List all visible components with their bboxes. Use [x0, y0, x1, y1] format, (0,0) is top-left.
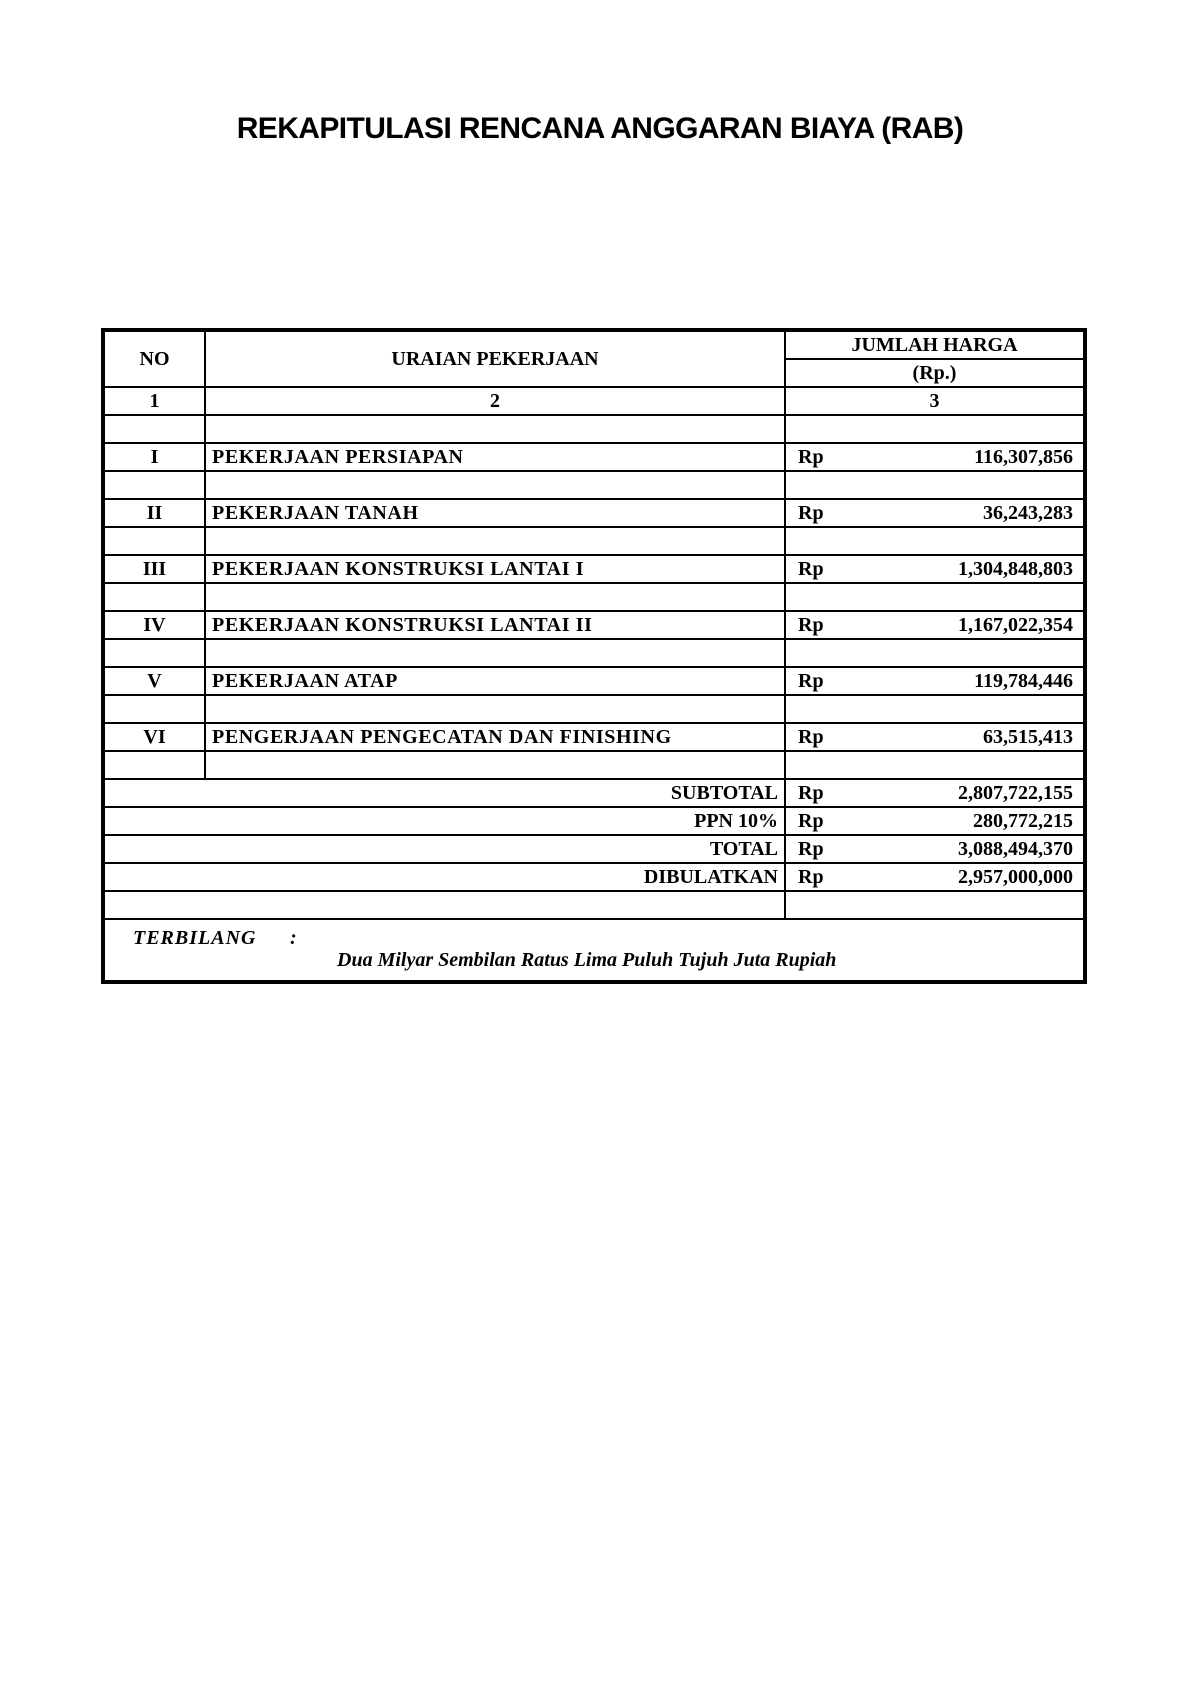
column-number-3: 3	[785, 387, 1085, 415]
row-amount: 63,515,413	[983, 726, 1073, 748]
row-currency: Rp	[798, 670, 824, 692]
row-description: PEKERJAAN TANAH	[205, 499, 785, 527]
blank-row	[103, 471, 1085, 499]
row-currency: Rp	[798, 726, 824, 748]
blank-row	[103, 891, 1085, 919]
table-header-row	[103, 330, 1085, 359]
row-description: PEKERJAAN KONSTRUKSI LANTAI II	[205, 611, 785, 639]
row-amount: 36,243,283	[983, 502, 1073, 524]
summary-amount: 280,772,215	[973, 810, 1073, 832]
table-row	[103, 667, 1085, 695]
summary-row-ppn	[103, 807, 1085, 835]
summary-label: DIBULATKAN	[103, 863, 785, 891]
terbilang-label: TERBILANG	[133, 927, 257, 949]
summary-label: SUBTOTAL	[103, 779, 785, 807]
header-description: URAIAN PEKERJAAN	[205, 330, 785, 387]
row-currency: Rp	[798, 502, 824, 524]
summary-currency: Rp	[798, 810, 824, 832]
row-currency: Rp	[798, 558, 824, 580]
row-description: PEKERJAAN KONSTRUKSI LANTAI I	[205, 555, 785, 583]
row-amount: 116,307,856	[974, 446, 1073, 468]
summary-row-total	[103, 835, 1085, 863]
row-no: III	[103, 555, 205, 583]
summary-label: TOTAL	[103, 835, 785, 863]
row-amount: 1,304,848,803	[958, 558, 1073, 580]
blank-row	[103, 583, 1085, 611]
blank-row	[103, 695, 1085, 723]
table-row	[103, 443, 1085, 471]
rab-summary-table	[101, 328, 1087, 984]
row-no: V	[103, 667, 205, 695]
row-amount: 119,784,446	[974, 670, 1073, 692]
table-row	[103, 555, 1085, 583]
row-no: II	[103, 499, 205, 527]
summary-currency: Rp	[798, 838, 824, 860]
blank-row	[103, 415, 1085, 443]
row-description: PEKERJAAN PERSIAPAN	[205, 443, 785, 471]
column-number-row	[103, 387, 1085, 415]
table-row	[103, 723, 1085, 751]
table-row	[103, 611, 1085, 639]
row-currency: Rp	[798, 446, 824, 468]
summary-row-subtotal	[103, 779, 1085, 807]
page-title: REKAPITULASI RENCANA ANGGARAN BIAYA (RAB)	[236, 112, 964, 145]
table-row	[103, 499, 1085, 527]
row-currency: Rp	[798, 614, 824, 636]
header-amount-unit: (Rp.)	[785, 359, 1085, 387]
blank-row	[103, 527, 1085, 555]
row-no: IV	[103, 611, 205, 639]
summary-amount: 3,088,494,370	[958, 838, 1073, 860]
column-number-1: 1	[103, 387, 205, 415]
summary-currency: Rp	[798, 782, 824, 804]
row-description: PENGERJAAN PENGECATAN DAN FINISHING	[205, 723, 785, 751]
blank-row	[103, 639, 1085, 667]
summary-currency: Rp	[798, 866, 824, 888]
blank-row	[103, 751, 1085, 779]
summary-amount: 2,957,000,000	[958, 866, 1073, 888]
summary-amount: 2,807,722,155	[958, 782, 1073, 804]
column-number-2: 2	[205, 387, 785, 415]
summary-label: PPN 10%	[103, 807, 785, 835]
terbilang-colon: :	[290, 927, 297, 949]
summary-row-rounded	[103, 863, 1085, 891]
row-description: PEKERJAAN ATAP	[205, 667, 785, 695]
row-no: VI	[103, 723, 205, 751]
row-no: I	[103, 443, 205, 471]
row-amount: 1,167,022,354	[958, 614, 1073, 636]
header-amount: JUMLAH HARGA	[785, 330, 1085, 359]
terbilang-row	[103, 919, 1085, 982]
terbilang-text: Dua Milyar Sembilan Ratus Lima Puluh Tujuh Juta Rupiah	[337, 949, 837, 971]
header-no: NO	[103, 330, 205, 387]
